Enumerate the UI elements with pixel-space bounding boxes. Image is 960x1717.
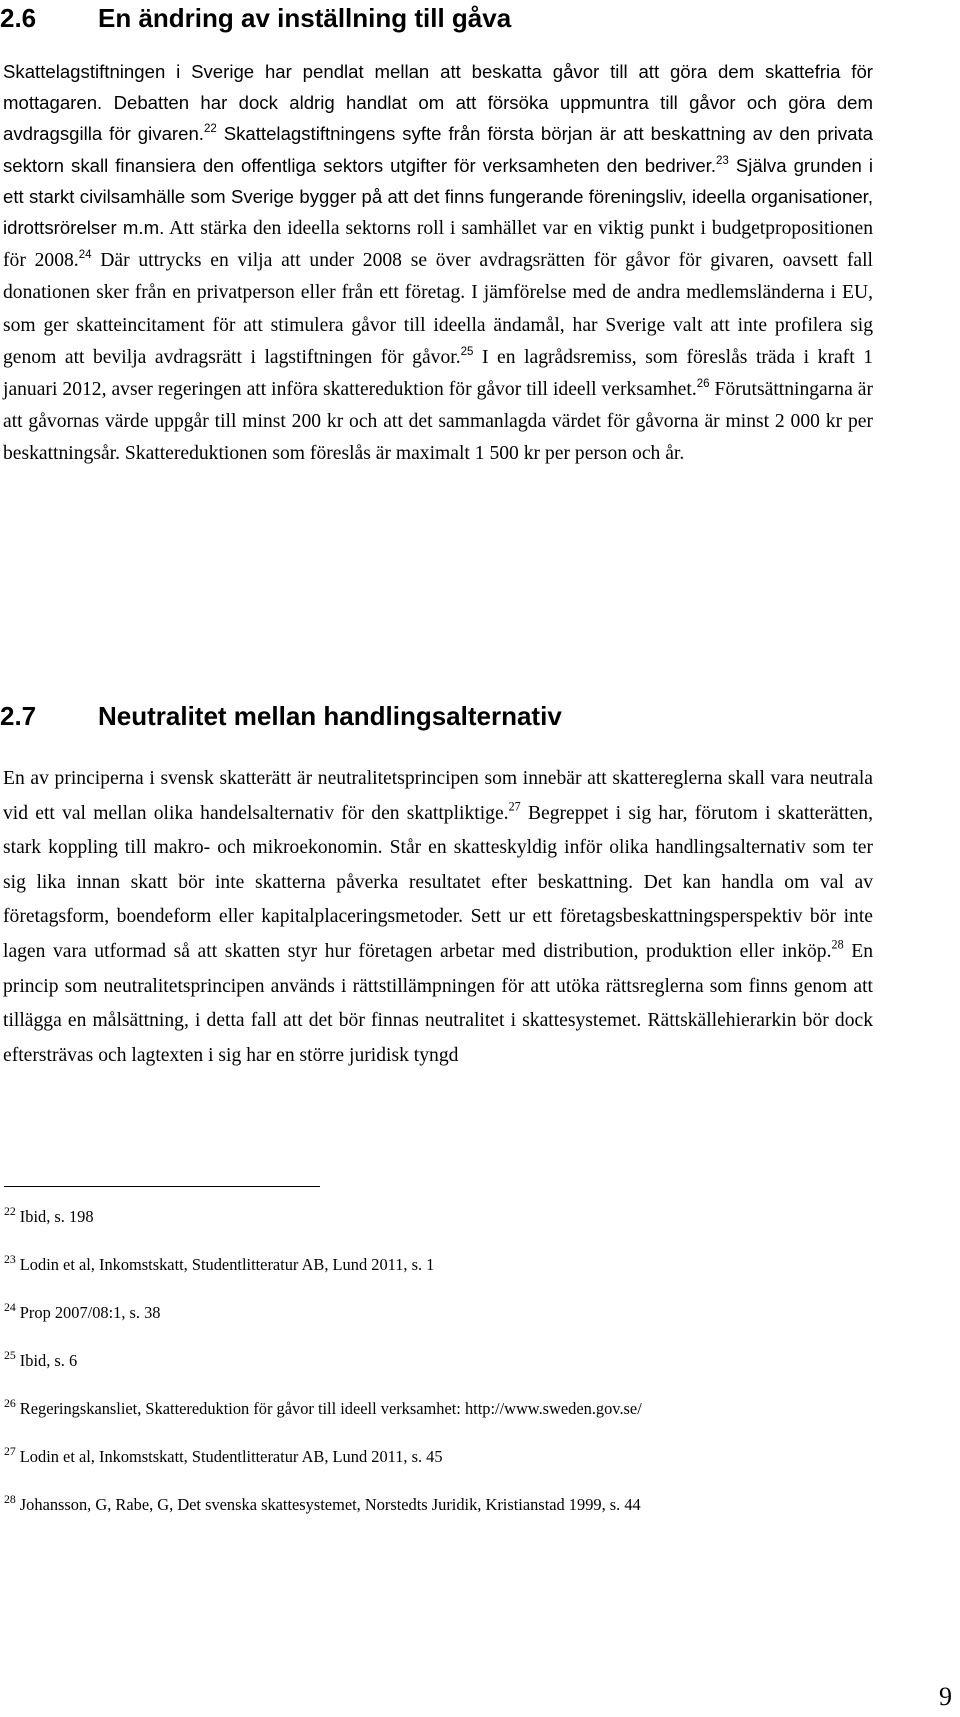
footnote-number: 25: [4, 1347, 16, 1362]
paragraph-text: En av principerna i svensk skatterätt är neutralitetsprincipen som innebär att skattereglerna skall vara neutrala vid ett val mellan olika handelsalternativ för den skattpliktige.: [3, 768, 873, 824]
footnote-text: Regeringskansliet, Skattereduktion för gåvor till ideell verksamhet: http://www.sweden.gov.se/: [19, 1399, 642, 1418]
paragraph-text: Själva grunden i ett starkt civilsamhälle som Sverige bygger på att det finns fungerande föreningsliv, ideella organisationer, idrottsrörelser m.m.: [3, 154, 873, 239]
footnote-text: Lodin et al, Inkomstskatt, Studentlitteratur AB, Lund 2011, s. 1: [19, 1255, 435, 1274]
footnote: [4, 1299, 161, 1324]
section-heading-2-7: [0, 700, 562, 732]
footnote-text: Lodin et al, Inkomstskatt, Studentlitteratur AB, Lund 2011, s. 45: [19, 1447, 443, 1466]
footnote: [4, 1251, 435, 1276]
section-title: Neutralitet mellan handlingsalternativ: [98, 701, 562, 731]
section-number: 2.7: [0, 701, 37, 731]
paragraph-text: I en lagrådsremiss, som föreslås träda i kraft 1 januari 2012, avser regeringen att införa skattereduktion för gåvor till ideell verksamhet.: [3, 346, 873, 401]
footnote-ref-26: 26: [696, 377, 710, 390]
footnote: [4, 1491, 641, 1516]
footnote: [4, 1395, 642, 1420]
paragraph-text: Begreppet i sig har, förutom i skatterätten, stark koppling till makro- och mikroekonomin. Står en skatteskyldig inför olika handlingsalternativ som ter sig lika innan skatt bör inte skatterna påverka resultatet efter beskattning. Det kan handla om val av företagsform, boendeform eller kapitalplaceringsmetoder. Sett ur ett företagsbeskattningsperspektiv bör inte lagen vara utformad så att skatten styr hur företagen arbetar med distribution, produktion eller inköp.: [3, 802, 874, 962]
section-heading-2-6: [0, 2, 511, 34]
paragraph-text: Förutsättningarna är att gåvornas värde uppgår till minst 200 kr och att det sammanlagda värdet för gåvorna är minst 2 000 kr per beskattningsår. Skattereduktionen som föreslås är maximalt 1 500 kr per person och år.: [3, 379, 873, 465]
footnote-ref-27: 27: [508, 799, 521, 814]
footnote-text: Prop 2007/08:1, s. 38: [19, 1303, 161, 1322]
footnote-text: Ibid, s. 198: [19, 1207, 94, 1226]
footnote-separator: [4, 1186, 320, 1187]
footnote-number: 23: [4, 1251, 16, 1266]
footnote-number: 27: [4, 1443, 16, 1458]
section-title: En ändring av inställning till gåva: [98, 3, 512, 33]
paragraph-text: Där uttrycks en vilja att under 2008 se över avdragsrätten för gåvor för givaren, oavsett fall donationen sker från en privatperson eller från ett företag. I jämförelse med de andra medlemsländerna i EU, som ger skatteincitament för att stimulera gåvor till ideella ändamål, har Sverige valt att inte profilera sig genom att bevilja avdragsrätt i lagstiftningen för gåvor.: [3, 250, 873, 368]
footnote-ref-23: 23: [716, 154, 729, 167]
footnote-text: Ibid, s. 6: [19, 1351, 78, 1370]
section-2-7-paragraph: [3, 762, 873, 1073]
footnote-text: Johansson, G, Rabe, G, Det svenska skattesystemet, Norstedts Juridik, Kristianstad 1999, s. 44: [19, 1495, 641, 1514]
footnote: [4, 1443, 443, 1468]
footnote-ref-28: 28: [831, 937, 844, 952]
section-2-6-paragraph: [3, 56, 873, 470]
paragraph-text: Skattelagstiftningens syfte från första början är att beskattning av den privata sektorn skall finansiera den offentliga sektors utgifter för verksamheten den bedriver.: [3, 123, 874, 176]
page-number: 9: [939, 1682, 952, 1711]
footnote-ref-25: 25: [460, 345, 474, 358]
footnote-ref-24: 24: [78, 249, 92, 262]
paragraph-text: Skattelagstiftningen i Sverige har pendlat mellan att beskatta gåvor till att göra dem skattefria för mottagaren. Debatten har dock aldrig handlat om att försöka uppmuntra till gåvor och göra dem avdragsgilla för givaren.: [3, 61, 873, 145]
footnote-number: 26: [4, 1395, 16, 1410]
paragraph-text: En princip som neutralitetsprincipen används i rättstillämpningen för att utöka rättsreglerna som finns genom att tillägga en målsättning, i detta fall att det bör finnas neutralitet i skattesystemet. Rättskällehierarkin bör dock eftersträvas och lagtexten i sig har en större juridisk tyngd: [3, 940, 873, 1066]
paragraph-text: Att stärka den ideella sektorns roll i samhället var en viktig punkt i budgetpropositionen för 2008.: [3, 218, 873, 272]
footnote-number: 22: [4, 1203, 16, 1218]
section-number: 2.6: [0, 3, 37, 33]
footnote-ref-22: 22: [203, 123, 217, 136]
footnote: [4, 1347, 78, 1372]
footnote-number: 28: [4, 1491, 16, 1506]
footnote: [4, 1203, 94, 1228]
footnote-number: 24: [4, 1299, 16, 1314]
